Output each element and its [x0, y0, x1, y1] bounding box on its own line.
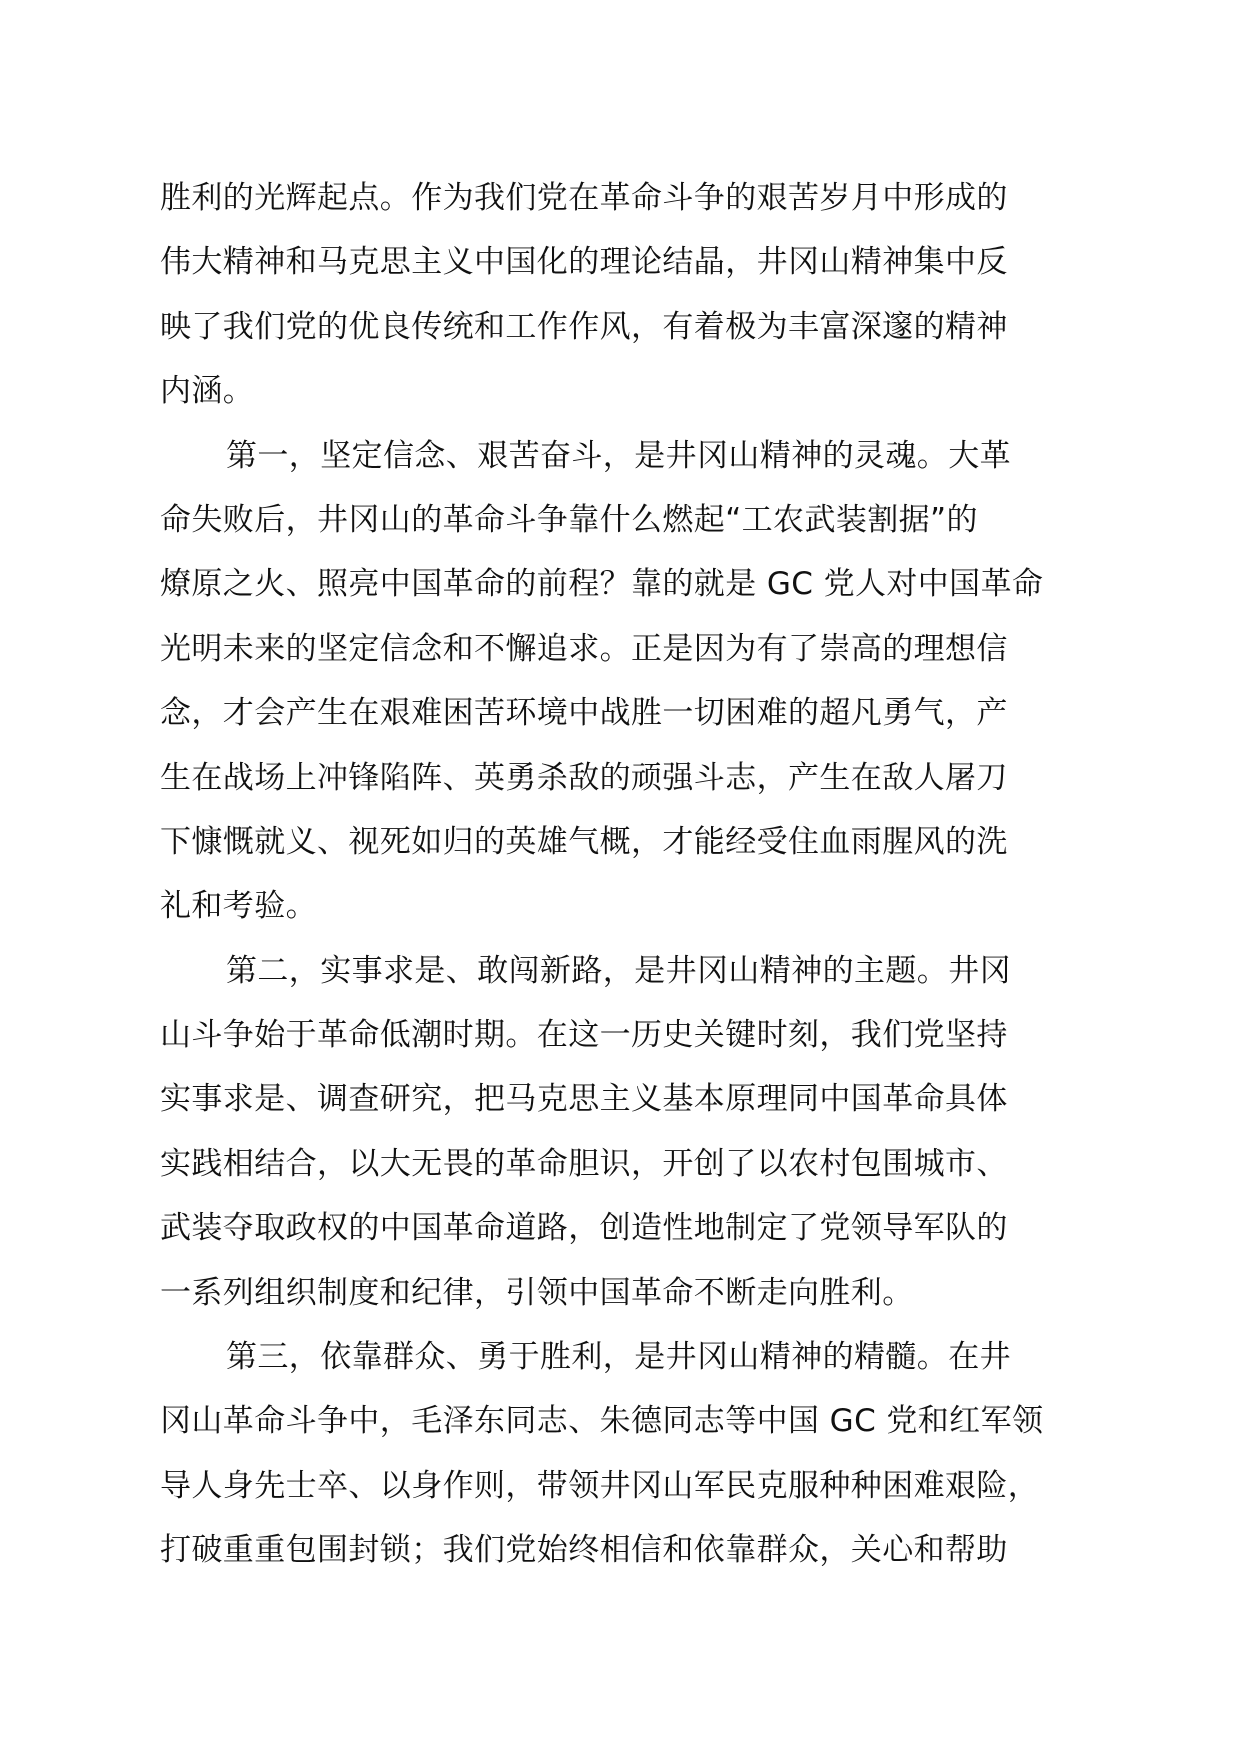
- text-line: 内涵。: [160, 373, 255, 410]
- text-line: 导人身先士卒、以身作则，带领井冈山军民克服种种困难艰险，: [160, 1467, 1040, 1504]
- text-line: 映了我们党的优良传统和工作作风，有着极为丰富深邃的精神: [160, 308, 1008, 345]
- paragraph-first-line: 第一，坚定信念、艰苦奋斗，是井冈山精神的灵魂。大革: [226, 437, 1011, 474]
- paragraph-first-line: 第二，实事求是、敢闯新路，是井冈山精神的主题。井冈: [226, 952, 1011, 989]
- text-line: 礼和考验。: [160, 888, 317, 925]
- text-line: 一系列组织制度和纪律，引领中国革命不断走向胜利。: [160, 1274, 914, 1311]
- text-line: 念，才会产生在艰难困苦环境中战胜一切困难的超凡勇气，产: [160, 695, 1008, 732]
- text-line: 下慷慨就义、视死如归的英雄气概，才能经受住血雨腥风的洗: [160, 823, 1008, 860]
- text-line: 伟大精神和马克思主义中国化的理论结晶，井冈山精神集中反: [160, 244, 1008, 281]
- text-line: 武装夺取政权的中国革命道路，创造性地制定了党领导军队的: [160, 1210, 1008, 1247]
- text-line: 冈山革命斗争中，毛泽东同志、朱德同志等中国 GC 党和红军领: [160, 1403, 1044, 1440]
- paragraph-first-line: 第三，依靠群众、勇于胜利，是井冈山精神的精髓。在井: [226, 1339, 1011, 1376]
- document-body: [160, 166, 1120, 1583]
- text-line: 山斗争始于革命低潮时期。在这一历史关键时刻，我们党坚持: [160, 1017, 1008, 1054]
- text-line: 胜利的光辉起点。作为我们党在革命斗争的艰苦岁月中形成的: [160, 180, 1008, 216]
- text-line: 燎原之火、照亮中国革命的前程？靠的就是 GC 党人对中国革命: [160, 566, 1044, 603]
- text-line: 生在战场上冲锋陷阵、英勇杀敌的顽强斗志，产生在敌人屠刀: [160, 759, 1008, 796]
- text-line: 实践相结合，以大无畏的革命胆识，开创了以农村包围城市、: [160, 1145, 1008, 1182]
- text-line: 实事求是、调查研究，把马克思主义基本原理同中国革命具体: [160, 1081, 1008, 1118]
- text-line: 命失败后，井冈山的革命斗争靠什么燃起“工农武装割据”的: [160, 501, 978, 538]
- text-line: 打破重重包围封锁；我们党始终相信和依靠群众，关心和帮助: [160, 1532, 1008, 1569]
- text-line: 光明未来的坚定信念和不懈追求。正是因为有了崇高的理想信: [160, 630, 1008, 667]
